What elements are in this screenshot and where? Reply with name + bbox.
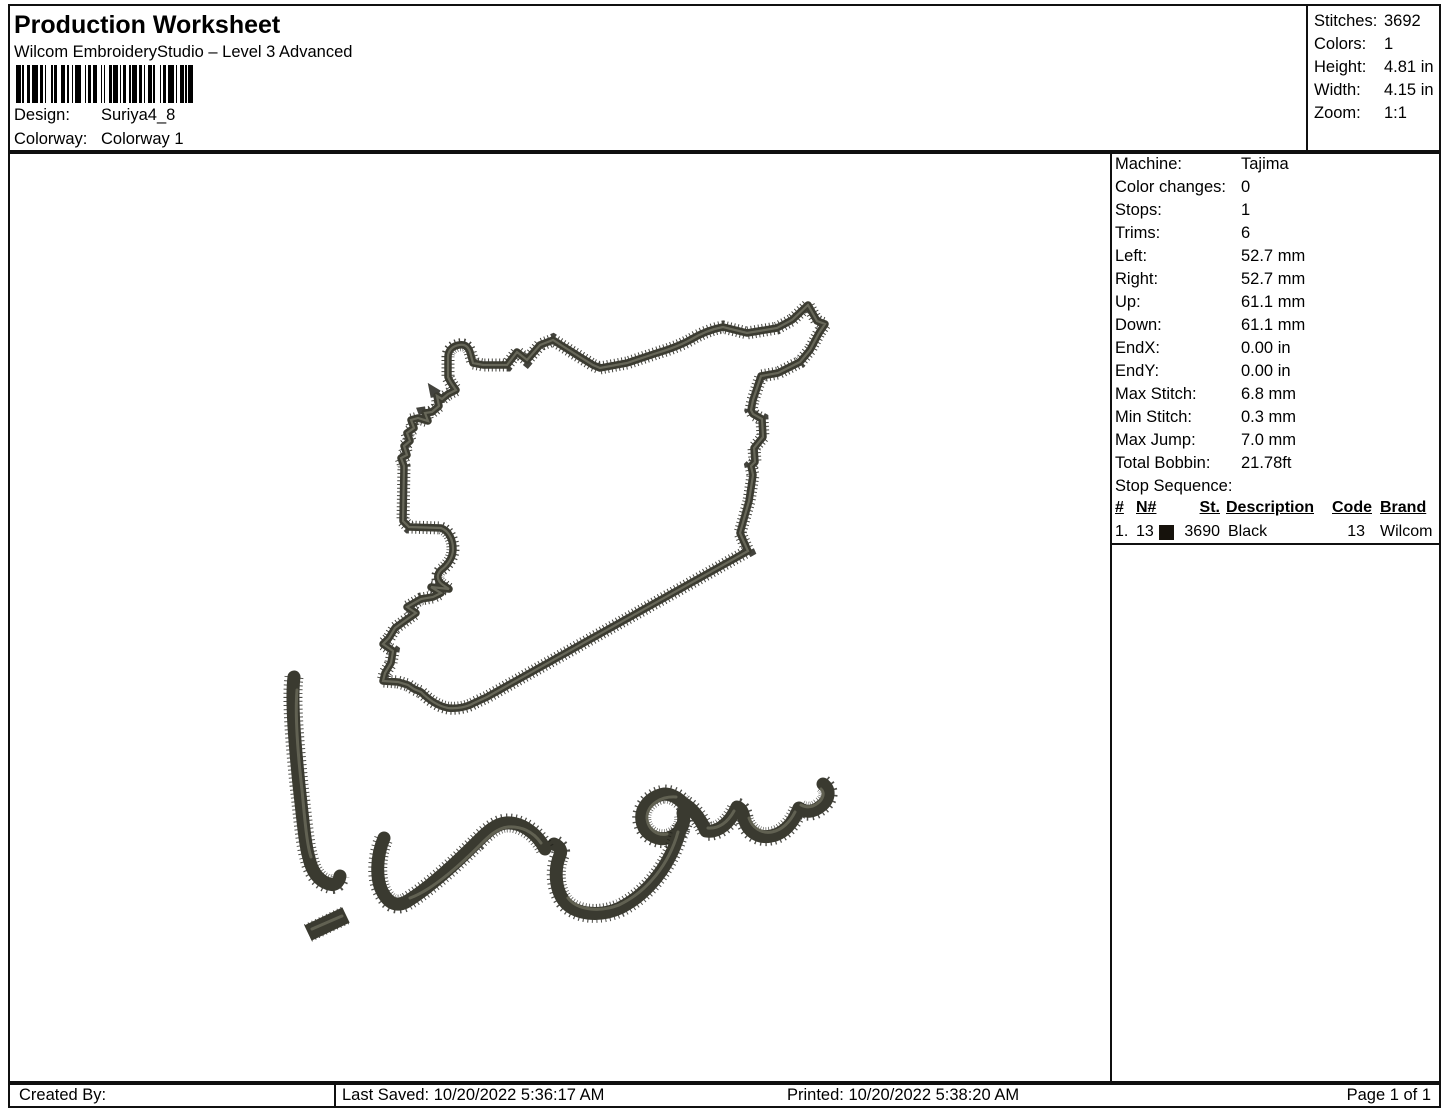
summary-row (1314, 81, 1434, 100)
info-row (1115, 224, 1251, 243)
arabic-lettering-suriya (293, 677, 828, 933)
created-by-label: Created By: (19, 1086, 107, 1104)
max-jump-label: Max Jump: (1115, 431, 1196, 449)
header-panel (8, 4, 1308, 152)
design-value: Suriya4_8 (101, 106, 176, 124)
syria-map-outline (383, 305, 825, 708)
total-bobbin-value: 21.78ft (1241, 454, 1292, 472)
width-label: Width: (1314, 81, 1361, 99)
machine-info-panel (1110, 152, 1441, 545)
colors-value: 1 (1384, 35, 1394, 53)
width-value: 4.15 in (1384, 81, 1434, 99)
total-bobbin-label: Total Bobbin: (1115, 454, 1211, 472)
page-number: Page 1 of 1 (1346, 1086, 1431, 1104)
colors-label: Colors: (1314, 35, 1367, 53)
max-stitch-label: Max Stitch: (1115, 385, 1197, 403)
summary-row (1314, 104, 1407, 123)
info-row (1115, 339, 1291, 358)
col-header-description: Description (1226, 499, 1315, 516)
col-header-num: # (1115, 499, 1124, 516)
last-saved-text: Last Saved: 10/20/2022 5:36:17 AM (342, 1086, 605, 1104)
machine-value: Tajima (1241, 155, 1289, 173)
info-row (1115, 362, 1291, 381)
zoom-label: Zoom: (1314, 104, 1361, 122)
stop-sequence-title: Stop Sequence: (1115, 477, 1233, 495)
col-header-code: Code (1332, 499, 1372, 516)
printed-text: Printed: 10/20/2022 5:38:20 AM (787, 1086, 1020, 1104)
info-row (1115, 293, 1306, 312)
down-label: Down: (1115, 316, 1162, 334)
trims-value: 6 (1241, 224, 1251, 242)
col-header-n: N# (1136, 499, 1157, 516)
page-title: Production Worksheet (14, 11, 281, 39)
thread-color-swatch (1159, 525, 1174, 540)
info-row (1115, 247, 1306, 266)
endx-value: 0.00 in (1241, 339, 1291, 357)
height-label: Height: (1314, 58, 1367, 76)
up-value: 61.1 mm (1241, 293, 1306, 311)
endy-label: EndY: (1115, 362, 1160, 380)
info-row (1115, 385, 1297, 404)
max-jump-value: 7.0 mm (1241, 431, 1297, 449)
design-label: Design: (14, 106, 70, 124)
embroidery-design-canvas (8, 152, 1110, 1083)
up-label: Up: (1115, 293, 1141, 311)
machine-label: Machine: (1115, 155, 1182, 173)
stop-row-description: Black (1228, 523, 1268, 540)
summary-row (1314, 58, 1434, 77)
min-stitch-label: Min Stitch: (1115, 408, 1193, 426)
left-value: 52.7 mm (1241, 247, 1306, 265)
down-value: 61.1 mm (1241, 316, 1306, 334)
color-changes-label: Color changes: (1115, 178, 1226, 196)
panel-divider (1110, 152, 1112, 1083)
colorway-value: Colorway 1 (101, 130, 184, 148)
right-label: Right: (1115, 270, 1159, 288)
stitches-value: 3692 (1384, 12, 1421, 30)
design-name-row (14, 106, 176, 125)
stitches-label: Stitches: (1314, 12, 1378, 30)
info-row (1115, 178, 1251, 197)
summary-row (1314, 12, 1421, 31)
info-row (1115, 454, 1292, 473)
col-header-st: St. (1199, 499, 1220, 516)
stops-value: 1 (1241, 201, 1251, 219)
trims-label: Trims: (1115, 224, 1161, 242)
footer-bar (8, 1083, 1441, 1108)
colorway-row (14, 130, 184, 149)
summary-row (1314, 35, 1394, 54)
info-row (1115, 431, 1297, 450)
endx-label: EndX: (1115, 339, 1160, 357)
stop-row-num: 1. (1115, 523, 1129, 540)
color-changes-value: 0 (1241, 178, 1251, 196)
info-row (1115, 408, 1297, 427)
stop-row-brand: Wilcom (1380, 523, 1433, 540)
footer-divider (334, 1085, 336, 1106)
design-barcode (16, 65, 214, 103)
info-row (1115, 316, 1306, 335)
info-row (1115, 201, 1251, 220)
col-header-brand: Brand (1380, 499, 1427, 516)
right-value: 52.7 mm (1241, 270, 1306, 288)
min-stitch-value: 0.3 mm (1241, 408, 1297, 426)
software-subtitle: Wilcom EmbroideryStudio – Level 3 Advanced (14, 43, 353, 61)
endy-value: 0.00 in (1241, 362, 1291, 380)
design-summary-box (1306, 4, 1441, 152)
colorway-label: Colorway: (14, 130, 88, 148)
left-label: Left: (1115, 247, 1148, 265)
zoom-value: 1:1 (1384, 104, 1407, 122)
info-row (1115, 155, 1289, 174)
height-value: 4.81 in (1384, 58, 1434, 76)
stops-label: Stops: (1115, 201, 1162, 219)
stop-row-n: 13 (1136, 523, 1154, 540)
max-stitch-value: 6.8 mm (1241, 385, 1297, 403)
info-row (1115, 270, 1306, 289)
stop-row-code: 13 (1347, 523, 1365, 540)
stop-row-st: 3690 (1184, 523, 1220, 540)
